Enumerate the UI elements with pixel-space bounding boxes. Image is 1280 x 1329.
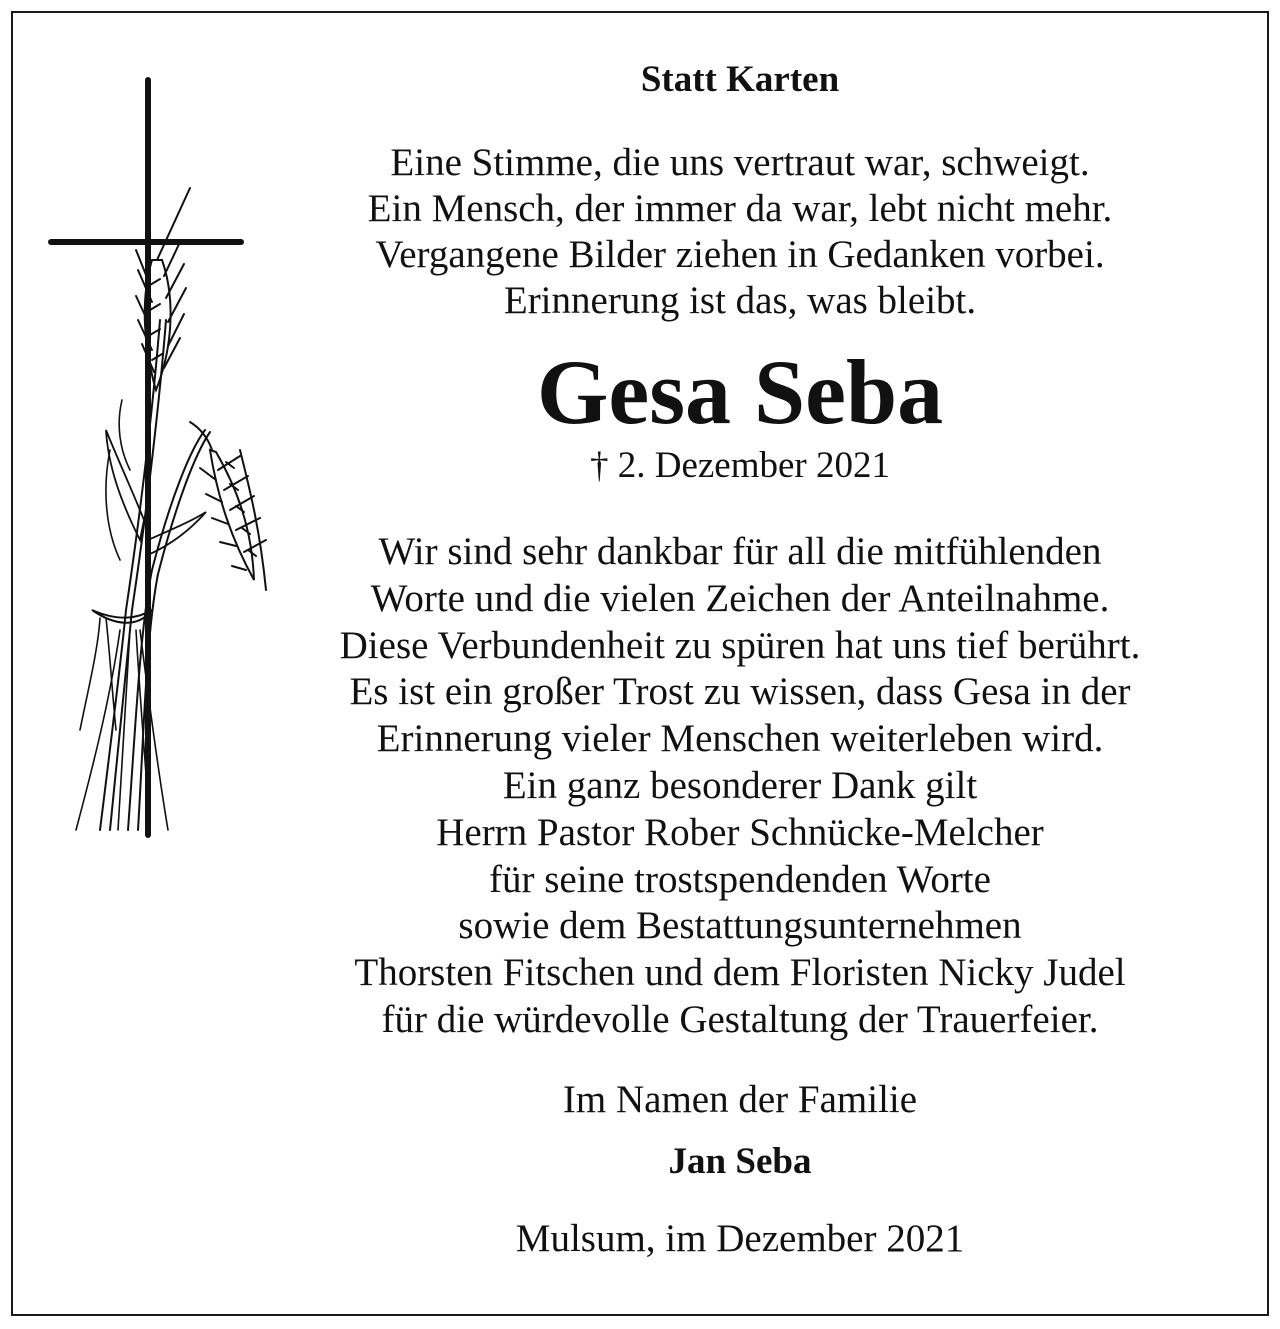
thanks-line: Ein ganz besonderer Dank gilt [502, 763, 978, 807]
thanks-line: Erinnerung vieler Menschen weiterleben wird. [376, 717, 1104, 761]
thanks-line: Wir sind sehr dankbar für all die mitfühlenden [378, 530, 1102, 573]
place-date: Mulsum, im Dezember 2021 [515, 1217, 965, 1260]
thanks-line: sowie dem Bestattungsunternehmen [458, 904, 1022, 948]
thanks-line: Diese Verbundenheit zu spüren hat uns tief berührt. [339, 623, 1141, 667]
thanks-line: Thorsten Fitschen und dem Floristen Nicky Judel [354, 951, 1126, 995]
thanks-line: Worte und die vielen Zeichen der Anteilnahme. [370, 576, 1110, 620]
poem-line: Eine Stimme, die uns vertraut war, schweigt. [390, 141, 1090, 184]
thanks-text [240, 529, 1240, 1044]
thanks-line: Es ist ein großer Trost zu wissen, dass Gesa in der [349, 670, 1131, 714]
poem-line: Ein Mensch, der immer da war, lebt nicht mehr. [367, 187, 1113, 230]
poem-line: Vergangene Bilder ziehen in Gedanken vorbei. [375, 233, 1105, 276]
family-line: Im Namen der Familie [562, 1078, 918, 1121]
poem [240, 140, 1240, 324]
thanks-line: Herrn Pastor Rober Schnücke-Melcher [436, 810, 1044, 854]
thanks-line: für seine trostspendenden Worte [489, 857, 991, 901]
poem-line: Erinnerung ist das, was bleibt. [503, 279, 977, 322]
signer-name: Jan Seba [668, 1141, 812, 1182]
notice-heading: Statt Karten [640, 59, 840, 100]
deceased-name: Gesa Seba [536, 341, 944, 443]
thanks-line: für die würdevolle Gestaltung der Trauerfeier. [381, 997, 1099, 1041]
death-date: † 2. Dezember 2021 [589, 445, 890, 486]
